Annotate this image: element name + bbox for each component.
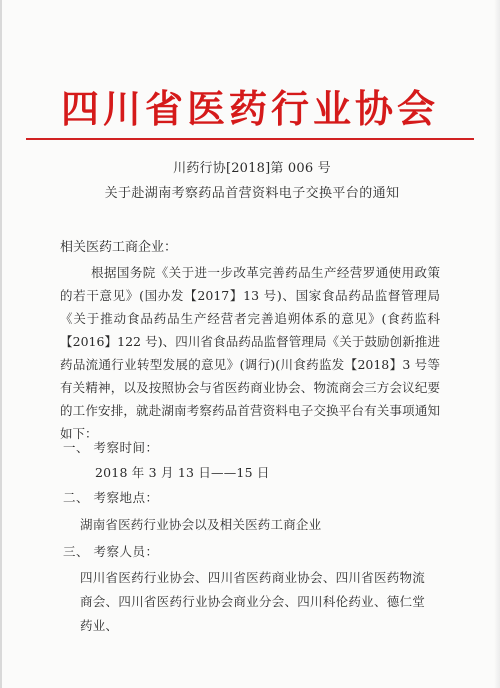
organization-header: 四川省医药行业协会 (60, 86, 439, 131)
scan-edge-shadow (494, 0, 500, 688)
section-1-content: 2018 年 3 月 13 日——15 日 (95, 465, 270, 480)
section-3-content: 四川省医药行业协会、四川省医药商业协会、四川省医药物流商会、四川省医药行业协会商业分会、四川科伦药业、德仁堂药业、 (80, 570, 425, 633)
recipient-line: 相关医药工商企业： (60, 240, 178, 255)
section-2-label: 二、 考察地点： (63, 490, 159, 505)
section-3-label: 三、 考察人员： (63, 544, 159, 559)
body-paragraph: 根据国务院《关于进一步改革完善药品生产经营罗通使用政策的若干意见》(国办发【2017】13 号)、国家食品药品监督管理局《关于推动食品药品生产经营者完善追朔体系的意见》(食药监科【2016】122 号)、四川省食品药品监督管理局《关于鼓励创新推进药品流通行业转型发展的意见》(调行)(川食药监发【2018】3 号等有关精神，以及按照协会与省医药商业协会、物流商会三方会议纪要的工作安排，就赴湖南考察药品首营资料电子交换平台有关事项通知如下： (60, 265, 440, 441)
section-1-label: 一、 考察时间： (63, 440, 159, 455)
section-2-content: 湖南省医药行业协会以及相关医药工商企业 (80, 517, 322, 532)
document-number: 川药行协[2018]第 006 号 (173, 161, 331, 176)
red-divider (26, 138, 474, 140)
document-subject: 关于赴湖南考察药品首营资料电子交换平台的通知 (104, 186, 400, 201)
